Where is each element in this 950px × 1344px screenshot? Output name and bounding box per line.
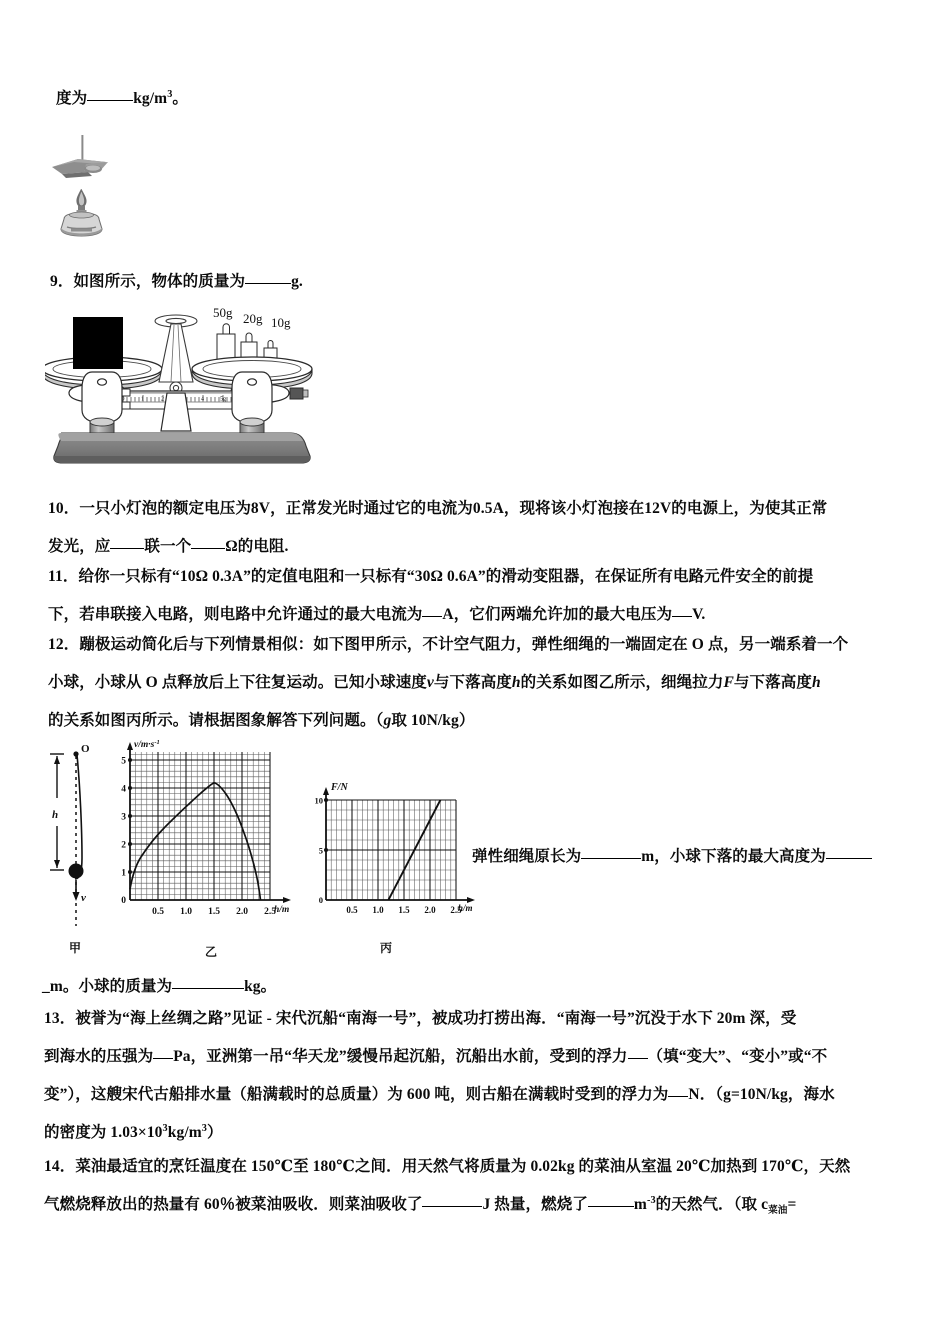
q14-line-1 — [44, 1148, 918, 1186]
q12-line-3 — [48, 702, 914, 740]
answer-blank[interactable] — [87, 100, 133, 101]
q12-var-v: v — [426, 674, 434, 691]
q13-line-4 — [44, 1114, 918, 1152]
yi-xtick-25: 2.5 — [264, 907, 276, 917]
answer-blank[interactable] — [172, 988, 244, 989]
yi-xlabel: h/m — [274, 905, 290, 915]
jia-label-h: h — [52, 809, 59, 821]
q12-l2d: 与下落高度 — [733, 674, 812, 691]
yi-caption: 乙 — [204, 945, 217, 959]
q12-line-2 — [48, 664, 914, 702]
q13-l3a: 变”），这艘宋代古船排水量（船满载时的总质量）为 600 吨，则古船在满载时受到的浮力为 — [44, 1086, 669, 1103]
q13-l2a: 到海水的压强为 — [44, 1048, 154, 1065]
q14-l2c: m — [633, 1196, 647, 1213]
weight-label-50g: 50g — [213, 305, 233, 320]
answer-blank[interactable] — [672, 616, 692, 617]
q10-l2a: 发光，应 — [48, 538, 111, 555]
bing-xtick-15: 1.5 — [398, 905, 410, 915]
q13-l2b: Pa，亚洲第一吊“华天龙”缓慢吊起沉船，沉船出水前，受到的浮力 — [173, 1048, 628, 1065]
q13-l1: 被誉为“海上丝绸之路”见证 - 宋代沉船“南海一号”，被成功打捞出海．“南海一号”沉没于水下 20m 深，受 — [75, 1010, 797, 1027]
q10-l1f: 12V — [644, 500, 672, 517]
q13-line-2 — [44, 1038, 918, 1076]
jia-label-o: O — [81, 743, 90, 755]
question-13-text — [44, 1000, 918, 1152]
q11-l1c: ”的定值电阻和一只标有“ — [243, 568, 415, 585]
q12-inline-b: m，小球下落的最大高度为 — [641, 848, 826, 865]
question-12-text — [48, 626, 914, 740]
q13-l4-sup2: 3 — [201, 1122, 207, 1134]
weight-label-20g: 20g — [243, 311, 263, 326]
q11-l1b: 10Ω 0.3A — [179, 568, 244, 585]
svg-text:2: 2 — [161, 396, 164, 403]
bing-xtick-25: 2.5 — [450, 905, 462, 915]
q14-l2e: = — [787, 1196, 797, 1213]
q9-number: 9． — [50, 273, 74, 290]
q12-tail-b: kg。 — [244, 978, 277, 995]
q10-l1b: 8V — [250, 500, 271, 517]
balance-pedestal — [161, 393, 191, 431]
q13-line-3 — [44, 1076, 918, 1114]
bing-ytick-0: 0 — [318, 895, 323, 905]
answer-blank[interactable] — [422, 1206, 482, 1207]
figure-jia-bungee-diagram — [44, 740, 106, 955]
yi-chart-svg — [104, 738, 300, 940]
q14-line-2 — [44, 1186, 918, 1224]
q12-l3b: 取 10N/kg） — [391, 712, 475, 729]
jia-elastic-cord — [75, 755, 82, 879]
q12-line-1 — [48, 626, 914, 664]
answer-blank[interactable] — [110, 548, 144, 549]
yi-xtick-15: 1.5 — [208, 907, 220, 917]
figure-bing-chart — [308, 778, 480, 955]
answer-blank[interactable] — [826, 858, 872, 859]
q13-l2c: （填“变大”、“变小”或“不 — [647, 1048, 828, 1065]
q14-l1: 菜油最适宜的烹饪温度在 150℃至 180℃之间．用天然气将质量为 0.02kg 的菜油从室温 20℃加热到 170℃，天然 — [75, 1158, 851, 1175]
answer-blank[interactable] — [588, 1206, 634, 1207]
q11-l1e: ”的滑动变阻器，在保证所有电路元件安全的前提 — [477, 568, 814, 585]
q9-text-a: 如图所示，物体的质量为 — [73, 273, 246, 290]
q14-l2a: 气燃烧释放出的热量有 60％被菜油吸收．则菜油吸收了 — [44, 1196, 423, 1213]
svg-text:0: 0 — [121, 396, 125, 403]
q14-l2d: 的天然气．（取 c — [655, 1196, 769, 1213]
q11-l1d: 30Ω 0.6A — [414, 568, 478, 585]
svg-text:1: 1 — [141, 396, 144, 403]
jia-ball — [69, 864, 84, 879]
line-top-unit-exponent: 3 — [167, 88, 173, 100]
q11-l2c: ，它们两端允许加的最大电压为 — [453, 606, 673, 623]
q11-l2a: 下，若串联接入电路，则电路中允许通过的最大电流为 — [48, 606, 423, 623]
q12-var-h2: h — [811, 674, 821, 691]
q14-l2-sup: -3 — [646, 1194, 656, 1206]
bing-xtick-05: 0.5 — [346, 905, 358, 915]
bing-xtick-10: 1.0 — [372, 905, 384, 915]
q12-l1: 蹦极运动简化后与下列情景相似：如下图甲所示，不计空气阻力，弹性细绳的一端固定在 O 点，另一端系着一个 — [79, 636, 849, 653]
q12-var-F: F — [723, 674, 734, 691]
q13-l4c: ） — [206, 1124, 223, 1141]
q10-line-1 — [48, 490, 914, 528]
yi-ylabel: $v/m\cdot s^{-1}$ — [134, 739, 160, 750]
jia-svg — [44, 740, 106, 940]
answer-blank[interactable] — [668, 1096, 688, 1097]
q12-l2a: 小球，小球从 O 点释放后上下往复运动。已知小球速度 — [48, 674, 427, 691]
figure-yi-chart — [104, 738, 300, 959]
q10-l2b: 联一个 — [144, 538, 192, 555]
q10-l2d: 的电阻. — [237, 538, 289, 555]
answer-blank[interactable] — [422, 616, 442, 617]
q14-l2b: J 热量，燃烧了 — [482, 1196, 588, 1213]
q10-l1a: 一只小灯泡的额定电压为 — [79, 500, 251, 517]
q14-number: 14． — [44, 1158, 76, 1175]
q13-l4a: 的密度为 1.03×10 — [44, 1124, 163, 1141]
question-11-text — [48, 558, 914, 634]
answer-blank[interactable] — [153, 1058, 173, 1059]
question-9-text — [50, 263, 550, 301]
q13-line-1 — [44, 1000, 918, 1038]
q14-l2-sub: 菜油 — [768, 1205, 788, 1217]
figure-beam-balance — [45, 300, 355, 465]
yi-ytick-1: 1 — [121, 868, 126, 879]
q10-number: 10． — [48, 500, 80, 517]
yi-ytick-0: 0 — [121, 896, 126, 906]
balance-base — [54, 433, 310, 463]
q12-number: 12． — [48, 636, 80, 653]
q9-text-b: g. — [291, 273, 303, 290]
figure-evaporating-dish-alcohol-lamp — [48, 131, 120, 239]
question-12-inline-blanks — [472, 838, 912, 876]
bing-ytick-5: 5 — [318, 845, 323, 856]
q13-l4b: kg/m — [167, 1124, 202, 1141]
svg-text:5g: 5g — [220, 396, 226, 403]
q12-l2b: 与下落高度 — [433, 674, 512, 691]
q10-l1g: 的电源上，为使其正常 — [671, 500, 828, 517]
yi-ytick-5: 5 — [121, 756, 126, 767]
weight-label-10g: 10g — [271, 315, 291, 330]
line-top-prefix: 度为 — [56, 90, 88, 107]
q10-l2c: Ω — [225, 538, 238, 555]
jia-label-v: v — [81, 892, 86, 904]
line-top-unit: kg/m — [133, 90, 168, 107]
bing-ylabel: F/N — [331, 782, 348, 793]
svg-text:4: 4 — [201, 396, 204, 403]
question-14-text — [44, 1148, 918, 1224]
beam-balance-svg — [45, 300, 355, 465]
answer-blank[interactable] — [628, 1058, 648, 1059]
bing-chart-svg — [308, 778, 480, 938]
q11-line-1 — [48, 558, 914, 596]
q11-l2d: V. — [692, 606, 706, 623]
apparatus-photo-svg — [48, 131, 120, 239]
jia-caption: 甲 — [68, 941, 81, 955]
answer-blank[interactable] — [581, 858, 641, 859]
bing-xtick-20: 2.0 — [424, 905, 436, 915]
question-10-text — [48, 490, 914, 566]
q12-var-g: g — [383, 712, 392, 729]
continued-line-density — [56, 80, 456, 118]
answer-blank[interactable] — [191, 548, 225, 549]
bing-ytick-10: 10 — [314, 795, 323, 806]
q10-l1c: ，正常发光时通过它的电流为 — [270, 500, 473, 517]
q13-l4-sup: 3 — [162, 1122, 168, 1134]
yi-xtick-20: 2.0 — [236, 907, 248, 917]
q13-number: 13． — [44, 1010, 76, 1027]
q11-number: 11． — [48, 568, 79, 585]
yi-ytick-4: 4 — [121, 784, 126, 795]
q12-l2c: 的关系如图乙所示，细绳拉力 — [520, 674, 724, 691]
balance-center-post — [155, 315, 197, 394]
q11-l1a: 给你一只标有“ — [78, 568, 180, 585]
line-top-suffix: 。 — [172, 90, 189, 107]
bing-xlabel: h/m — [458, 903, 473, 913]
yi-ytick-3: 3 — [121, 812, 126, 823]
q12-inline-a: 弹性细绳原长为 — [472, 848, 582, 865]
q12-l3a: 的关系如图丙所示。请根据图象解答下列问题。（ — [48, 712, 384, 729]
yi-ytick-2: 2 — [121, 840, 126, 851]
q10-l1d: 0.5A — [472, 500, 504, 517]
q10-l1e: ，现将该小灯泡接在 — [503, 500, 645, 517]
q12-var-h: h — [511, 674, 521, 691]
q13-l3b: N．（g=10N/kg，海水 — [688, 1086, 835, 1103]
bing-caption: 丙 — [379, 941, 392, 955]
yi-xtick-05: 0.5 — [152, 907, 164, 917]
yi-xtick-10: 1.0 — [180, 907, 192, 917]
q12-tail-a: _m。小球的质量为 — [42, 978, 173, 995]
q11-l2b: A — [442, 606, 454, 623]
answer-blank[interactable] — [245, 283, 291, 284]
